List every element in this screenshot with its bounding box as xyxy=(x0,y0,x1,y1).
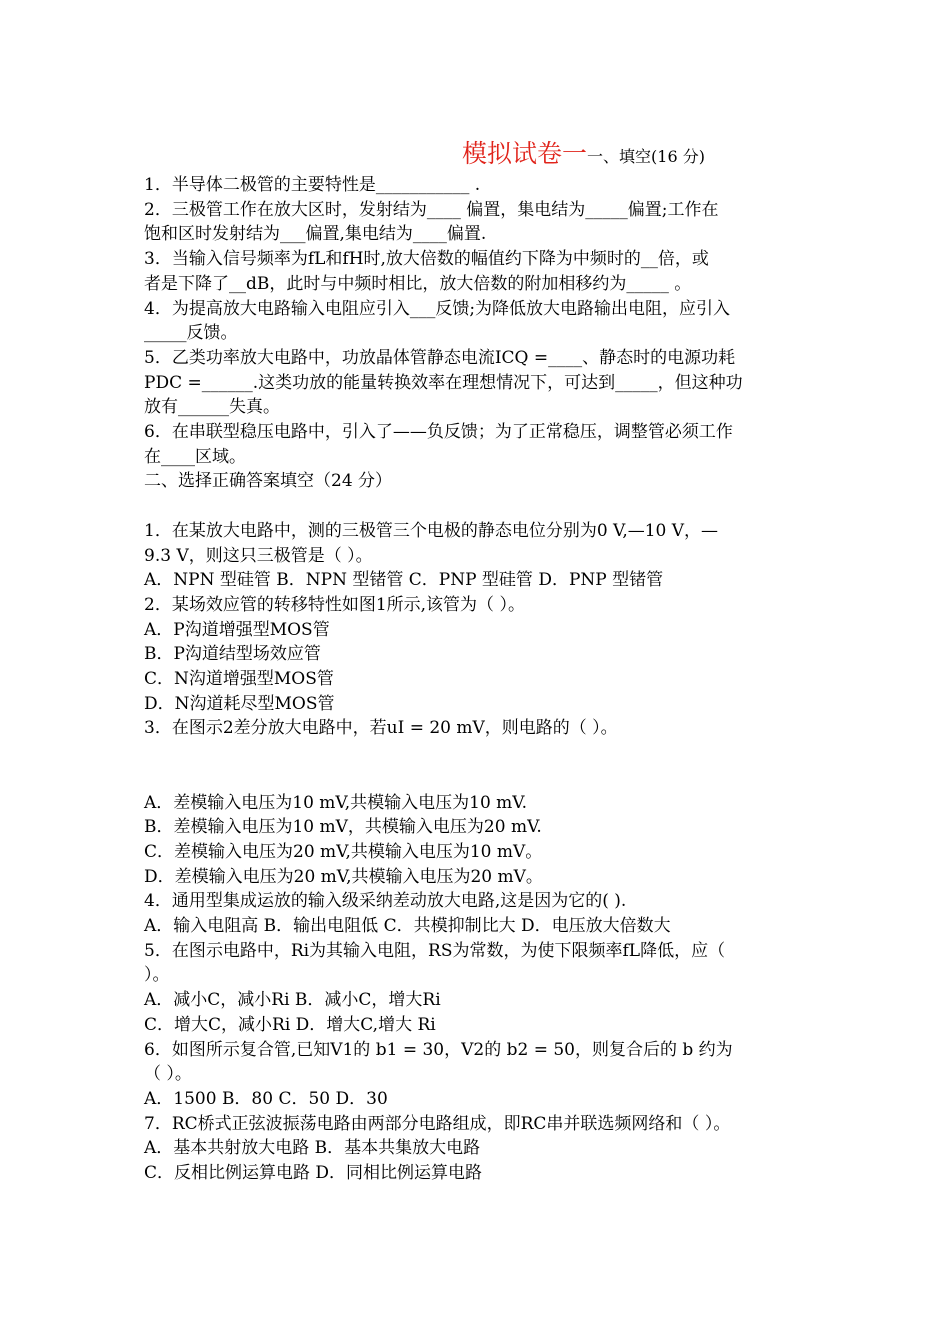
text-line: A．减小C，减小Ri B．减小C，增大Ri xyxy=(144,990,441,1011)
text-line xyxy=(144,494,824,519)
text-line: 1．半导体二极管的主要特性是___________ . xyxy=(144,175,481,195)
text-line: _____反馈。 xyxy=(144,323,238,344)
text-line: 4．为提高放大电路输入电阻应引入___反馈;为降低放大电路输出电阻，应引入 xyxy=(144,298,731,319)
text-line: 9.3 V，则这只三极管是（ ）。 xyxy=(144,545,373,566)
text-line xyxy=(144,741,824,766)
text-line: 放有______失真。 xyxy=(144,397,280,418)
exam-title: 模拟试卷一 xyxy=(462,139,588,168)
text-line: C．增大C，减小Ri D．增大C,增大 Ri xyxy=(144,1014,436,1035)
text-line: B．差模输入电压为10 mV，共模输入电压为20 mV. xyxy=(144,817,542,838)
text-line: 5．在图示电路中，Ri为其输入电阻，RS为常数，为使下限频率fL降低，应（ xyxy=(144,940,726,961)
exam-body xyxy=(144,173,824,1186)
section-one-heading: 一、填空(16 分) xyxy=(587,147,705,166)
text-line: D．差模输入电压为20 mV,共模输入电压为20 mV。 xyxy=(144,866,543,887)
text-line: A．1500 B．80 C．50 D．30 xyxy=(144,1088,388,1109)
text-line: 6．如图所示复合管,已知V1的 b1 = 30，V2的 b2 = 50，则复合后的 b 约为 xyxy=(144,1039,733,1060)
text-line xyxy=(144,766,824,791)
text-line: 6．在串联型稳压电路中，引入了——负反馈；为了正常稳压，调整管必须工作 xyxy=(144,422,733,443)
text-line: （ ）。 xyxy=(144,1064,192,1085)
text-line: ）。 xyxy=(144,965,170,986)
text-line: 者是下降了__dB，此时与中频时相比，放大倍数的附加相移约为_____ 。 xyxy=(144,273,692,294)
text-line: D．N沟道耗尽型MOS管 xyxy=(144,693,335,714)
text-line: 5．乙类功率放大电路中，功放晶体管静态电流ICQ =____、静态时的电源功耗 xyxy=(144,347,736,368)
text-line: 3．在图示2差分放大电路中，若uI = 20 mV，则电路的（ ）。 xyxy=(144,718,618,739)
text-line: 1．在某放大电路中，测的三极管三个电极的静态电位分别为0 V,—10 V，— xyxy=(144,520,719,541)
text-line: A．基本共射放大电路 B．基本共集放大电路 xyxy=(144,1138,481,1159)
text-line: 7．RC桥式正弦波振荡电路由两部分电路组成，即RC串并联选频网络和（ ）。 xyxy=(144,1113,731,1134)
text-line: 4．通用型集成运放的输入级采纳差动放大电路,这是因为它的( ). xyxy=(144,891,627,912)
text-line: A．P沟道增强型MOS管 xyxy=(144,619,330,640)
text-line: A．差模输入电压为10 mV,共模输入电压为10 mV. xyxy=(144,792,528,813)
text-line: PDC =______.这类功放的能量转换效率在理想情况下，可达到_____，但这种功 xyxy=(144,372,743,393)
text-line: 二、选择正确答案填空（24 分） xyxy=(144,471,393,492)
text-line: B．P沟道结型场效应管 xyxy=(144,644,321,665)
title-row xyxy=(462,134,705,170)
text-line: 饱和区时发射结为___偏置,集电结为____偏置. xyxy=(144,224,487,245)
text-line: 3．当输入信号频率为fL和fH时,放大倍数的幅值约下降为中频时的__倍，或 xyxy=(144,249,709,270)
text-line: C．反相比例运算电路 D．同相比例运算电路 xyxy=(144,1163,483,1184)
text-line: 在____区域。 xyxy=(144,446,246,467)
text-line: 2．三极管工作在放大区时，发射结为____ 偏置，集电结为_____偏置;工作在 xyxy=(144,199,719,220)
text-line: C．N沟道增强型MOS管 xyxy=(144,669,334,690)
text-line: A．输入电阻高 B．输出电阻低 C．共模抑制比大 D．电压放大倍数大 xyxy=(144,916,671,937)
text-line: A．NPN 型硅管 B．NPN 型锗管 C．PNP 型硅管 D．PNP 型锗管 xyxy=(144,570,664,591)
text-line: 2．某场效应管的转移特性如图1所示,该管为（ ）。 xyxy=(144,594,525,615)
text-line: C．差模输入电压为20 mV,共模输入电压为10 mV。 xyxy=(144,841,543,862)
